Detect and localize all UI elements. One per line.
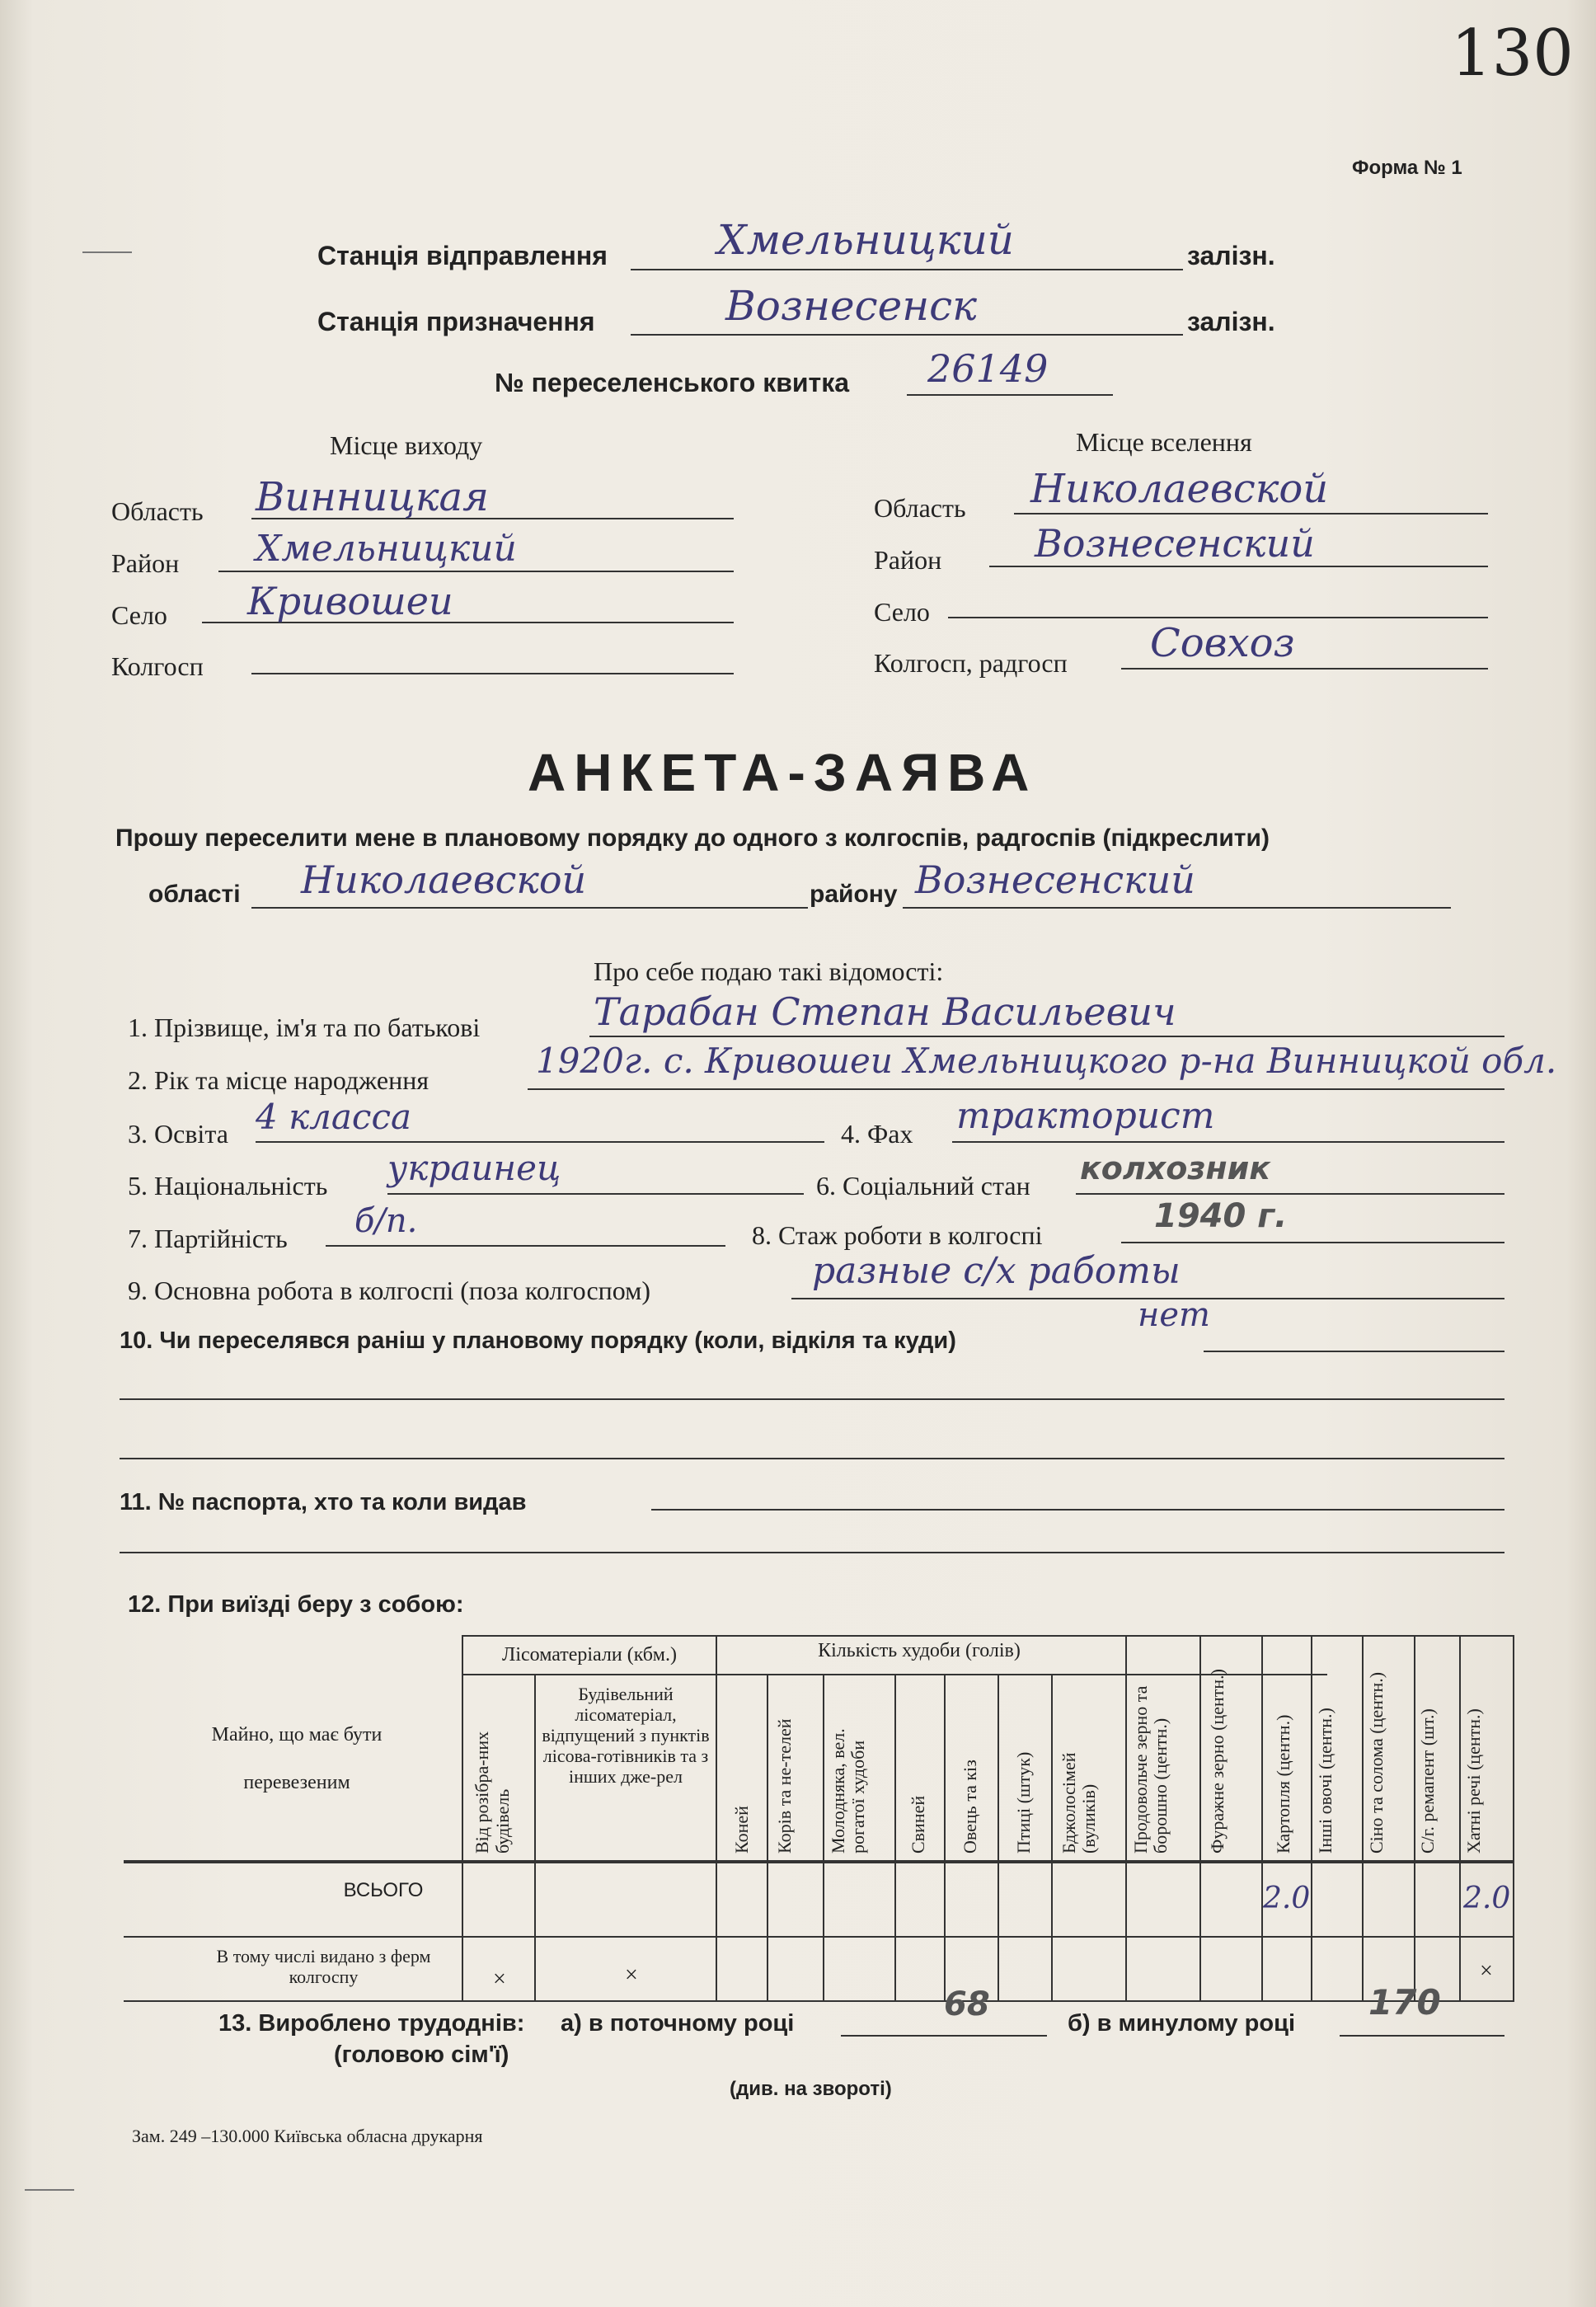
farm-mark-3: × [1480, 1958, 1493, 1984]
corner-mark-bottom [25, 2189, 74, 2191]
item-11-line-2 [120, 1552, 1504, 1553]
col-fodder: Фуражне зерно (центн.) [1207, 1669, 1228, 1854]
destination-station-suffix: залізн. [1187, 307, 1275, 336]
item-10-line [1204, 1351, 1504, 1352]
item-7-label: 7. Партійність [128, 1224, 288, 1253]
item-5-line [387, 1193, 804, 1195]
destination-oblast-line [1014, 513, 1488, 514]
item-9-value: разные с/х работы [812, 1250, 1181, 1292]
row-total-label: ВСЬОГО [343, 1879, 424, 1901]
origin-rayon-label: Район [111, 548, 180, 578]
col-building-timber: Будівельний лісоматеріал, відпущений з пунктів лісова-готівників та з інших дже-рел [542, 1684, 710, 1787]
destination-rayon-value: Вознесенский [1035, 521, 1315, 566]
farm-mark-1: × [493, 1966, 506, 1992]
item-5-label: 5. Національність [128, 1171, 328, 1200]
item-1-value: Тарабан Степан Васильевич [594, 989, 1176, 1034]
item-2-label: 2. Рік та місце народження [128, 1065, 430, 1095]
departure-station-value: Хмельницкий [717, 216, 1014, 264]
destination-kolhosp-line [1121, 668, 1488, 670]
item-7-value: б/п. [354, 1202, 418, 1240]
col-pigs: Свиней [908, 1795, 928, 1854]
col-sheep: Овець та кіз [960, 1760, 980, 1854]
departure-station-label: Станція відправлення [317, 241, 608, 270]
destination-station-label: Станція призначення [317, 307, 595, 336]
request-rayon-line [903, 907, 1451, 909]
destination-rayon-line [989, 566, 1488, 567]
destination-oblast-label: Область [874, 493, 966, 523]
destination-rayon-label: Район [874, 545, 942, 575]
item-6-line [1076, 1193, 1504, 1195]
origin-kolhosp-line [251, 673, 734, 674]
group-timber-header: Лісоматеріали (кбм.) [502, 1644, 677, 1666]
form-title: АНКЕТА-ЗАЯВА [528, 743, 1038, 802]
destination-kolhosp-label: Колгосп, радгосп [874, 648, 1068, 678]
printer-imprint: Зам. 249 –130.000 Київська обласна друкарня [132, 2126, 483, 2146]
item-13-a-value: 68 [944, 1985, 990, 2023]
col-veg: Інші овочі (центн.) [1315, 1708, 1335, 1854]
request-text: Прошу переселити мене в плановому порядку до одного з колгоспів, радгоспів (підкреслити) [115, 825, 1270, 852]
departure-station-line [631, 269, 1183, 270]
item-6-value: колхозник [1080, 1150, 1271, 1186]
item-4-value: тракторист [956, 1095, 1215, 1137]
item-2-value: 1920г. с. Кривошеи Хмельницкого р-на Винницкой обл. [536, 1041, 1557, 1081]
col-young: Молодняка, вел. рогатої худоби [828, 1728, 868, 1854]
item-9-label: 9. Основна робота в колгоспі (поза колгоспом) [128, 1276, 651, 1305]
corner-mark-top [82, 251, 132, 253]
item-13-b-line [1340, 2035, 1504, 2037]
col-horses: Коней [731, 1806, 752, 1854]
request-oblast-label: області [148, 881, 241, 908]
item-5-value: украинец [387, 1148, 561, 1188]
request-oblast-value: Николаевской [301, 857, 587, 902]
col-potato: Картопля (центн.) [1273, 1714, 1293, 1854]
item-13-a-label: а) в поточному році [561, 2010, 795, 2037]
origin-rayon-line [218, 571, 734, 572]
destination-selo-label: Село [874, 597, 930, 627]
col-hay: Сіно та солома (центн.) [1366, 1671, 1387, 1854]
item-3-label: 3. Освіта [128, 1119, 228, 1149]
ticket-label: № переселенського квитка [495, 368, 850, 397]
item-13-sub: (головою сім'ї) [334, 2042, 509, 2068]
ticket-line [907, 394, 1113, 396]
item-8-label: 8. Стаж роботи в колгоспі [752, 1220, 1043, 1250]
destination-station-line [631, 334, 1183, 336]
form-label: Форма № 1 [1352, 157, 1462, 179]
farm-mark-2: × [625, 1962, 638, 1988]
col-birds: Птиці (штук) [1013, 1751, 1034, 1854]
item-11-line [651, 1509, 1504, 1511]
item-13-label: 13. Вироблено трудоднів: [218, 2010, 525, 2037]
info-heading: Про себе подаю такі відомості: [594, 956, 944, 986]
table-row-header: Майно, що має бути перевезеним [211, 1724, 383, 1793]
total-potato-value: 2.0 [1263, 1882, 1311, 1915]
col-cows: Корів та не-телей [774, 1718, 795, 1854]
origin-rayon-value: Хмельницкий [256, 528, 517, 570]
item-10-label: 10. Чи переселявся раніш у плановому порядку (коли, відкіля та куди) [120, 1327, 956, 1354]
request-rayon-value: Вознесенский [915, 857, 1195, 902]
col-tools: С/г. ремапент (шт.) [1417, 1708, 1438, 1854]
item-11-label: 11. № паспорта, хто та коли видав [120, 1489, 527, 1515]
destination-selo-line [948, 617, 1488, 618]
item-3-value: 4 класса [256, 1097, 412, 1137]
item-1-label: 1. Прізвище, ім'я та по батькові [128, 1013, 481, 1042]
item-4-line [952, 1141, 1504, 1143]
item-2-line [528, 1088, 1504, 1090]
destination-kolhosp-value: Совхоз [1150, 620, 1295, 666]
total-household-value: 2.0 [1463, 1882, 1511, 1915]
item-10-value: нет [1138, 1296, 1210, 1334]
item-7-line [326, 1245, 725, 1247]
destination-heading: Місце вселення [1076, 427, 1252, 457]
request-rayon-label: району [810, 881, 898, 908]
item-12-label: 12. При виїзді беру з собою: [128, 1591, 464, 1618]
item-13-b-value: 170 [1368, 1982, 1441, 2023]
origin-kolhosp-label: Колгосп [111, 651, 204, 681]
origin-heading: Місце виходу [330, 430, 483, 460]
departure-station-suffix: залізн. [1187, 241, 1275, 270]
destination-station-value: Вознесенск [725, 282, 978, 330]
item-10-line-3 [120, 1458, 1504, 1459]
item-3-line [256, 1141, 824, 1143]
item-1-line [589, 1036, 1504, 1037]
item-10-line-2 [120, 1398, 1504, 1400]
row-farm-label: В тому числі видано з ферм колгоспу [216, 1946, 431, 1987]
destination-oblast-value: Николаевской [1030, 466, 1329, 512]
item-13-b-label: б) в минулому році [1068, 2010, 1295, 2037]
item-6-label: 6. Соціальний стан [816, 1171, 1030, 1200]
see-back-note: (див. на звороті) [730, 2078, 892, 2100]
archive-number: 130 [1451, 16, 1574, 91]
item-13-a-line [841, 2035, 1047, 2037]
origin-oblast-value: Винницкая [256, 474, 489, 520]
item-8-line [1121, 1242, 1504, 1243]
item-8-value: 1940 г. [1154, 1197, 1288, 1235]
col-grain: Продовольче зерно та борошно (центн.) [1130, 1685, 1171, 1854]
item-4-label: 4. Фах [841, 1119, 913, 1149]
origin-oblast-label: Область [111, 496, 204, 526]
col-household: Хатні речі (центн.) [1463, 1708, 1484, 1854]
col-bees: Бджолосімей (вуликів) [1059, 1752, 1099, 1854]
origin-selo-value: Кривошеи [247, 579, 453, 623]
request-oblast-line [251, 907, 808, 909]
group-cattle-header: Кількість худоби (голів) [818, 1640, 1021, 1661]
origin-selo-label: Село [111, 600, 167, 630]
ticket-value: 26149 [927, 346, 1049, 391]
col-dismantled: Від розібра-них будівель [472, 1731, 513, 1854]
